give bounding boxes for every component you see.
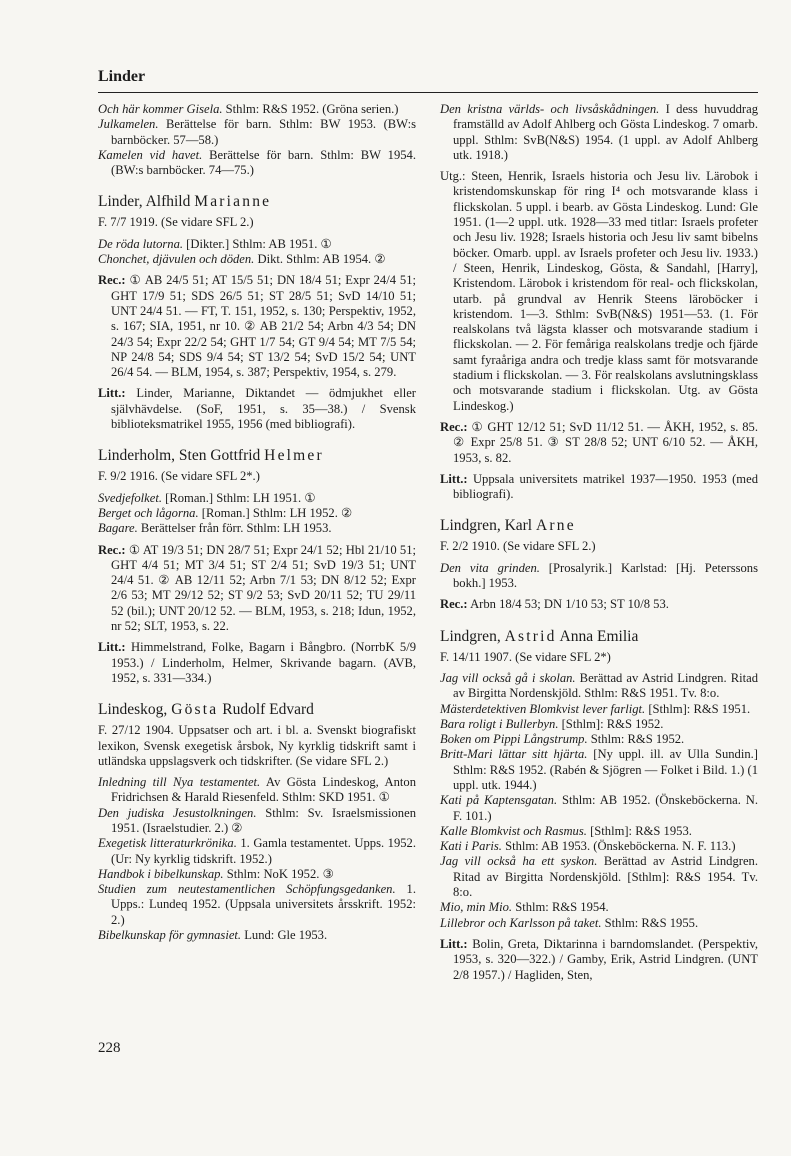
entry-heading — [98, 700, 416, 719]
work-title: De röda lutorna. — [98, 236, 184, 251]
work-title: Bagare. — [98, 521, 138, 536]
work-item — [98, 506, 416, 521]
heading-callname: Astrid — [504, 627, 557, 645]
work-details: Sthlm: Sv. Israelsmissionen 1951. (Israelstudier. 2.) ② — [111, 805, 416, 835]
page-number: 228 — [98, 1040, 121, 1056]
work-title: Mästerdetektiven Blomkvist lever farligt. — [440, 701, 646, 716]
work-item — [440, 732, 758, 747]
work-title: Handbok i bibelkunskap. — [98, 866, 224, 881]
right-column — [440, 102, 758, 983]
born-line: F. 7/7 1919. (Se vidare SFL 2.) — [98, 215, 254, 230]
work-title: Britt-Mari lättar sitt hjärta. — [440, 747, 588, 762]
work-title: Bara roligt i Bullerbyn. — [440, 716, 559, 731]
litt-label: Litt.: — [440, 471, 468, 486]
work-details: 1. Upps.: Lundeq 1952. (Uppsala universitets årsskrift. 1952: 2.) — [111, 882, 417, 927]
work-details: [Prosalyrik.] Karlstad: [Hj. Peterssons bokh.] 1953. — [453, 560, 758, 591]
continued-works — [440, 102, 758, 163]
work-title: Berget och lågorna. — [98, 505, 199, 520]
born-line: F. 27/12 1904. Uppsatser och art. i bl. a. Svenskt biografiskt lexikon, Svensk exegetisk årsbok, Ny kyrklig tidskrift samt i utländska uppslagsverk och tidskrifter. (Se vidare SFL 2.) — [98, 723, 416, 768]
rec-paragraph — [440, 597, 758, 612]
heading-callname: Helmer — [264, 447, 324, 465]
work-title: Bibelkunskap för gymnasiet. — [98, 928, 242, 943]
work-details: I dess huvuddrag framställd av Adolf Ahlberg och Gösta Lindeskog. 7 omarb. uppl. Sthlm: SvB(N&S) 1954. (1 uppl. av Adolf Ahlberg utk. 1918.) — [453, 102, 758, 162]
work-title: Studien zum neutestamentlichen Schöpfungsgedanken. — [98, 882, 396, 897]
work-details: Berättelse för barn. Sthlm: BW 1953. (BW:s barnböcker. 57—58.) — [111, 117, 416, 147]
work-details: 1. Gamla testamentet. Upps. 1952. (Ur: Ny kyrklig tidskrift. 1952.) — [111, 836, 416, 866]
litt-paragraph — [98, 640, 416, 686]
work-item — [440, 900, 758, 915]
header-rule — [98, 92, 758, 93]
rec-label: Rec.: — [98, 542, 126, 557]
work-item — [98, 117, 416, 148]
litt-paragraph — [440, 937, 758, 983]
work-details: Sthlm: AB 1953. (Önskeböckerna. N. F. 113.) — [501, 839, 736, 854]
work-details: Sthlm: R&S 1952. (Gröna serien.) — [222, 102, 399, 116]
running-head: Linder — [98, 68, 146, 85]
work-item — [98, 237, 416, 252]
works-list — [440, 561, 758, 592]
work-details: Lund: Gle 1953. — [241, 928, 328, 943]
heading-name: Lindeskog, — [98, 701, 172, 719]
work-details: [Dikter.] Sthlm: AB 1951. ① — [183, 236, 332, 251]
work-title: Chonchet, djävulen och döden. — [98, 252, 255, 267]
work-title: Den kristna världs- och livsåskådningen. — [440, 102, 660, 116]
heading-name: Lindgren, — [440, 627, 505, 645]
work-item — [440, 839, 758, 854]
work-title: Kati på Kaptensgatan. — [440, 793, 558, 808]
work-title: Den vita grinden. — [440, 560, 540, 575]
work-details: Sthlm: R&S 1952. — [587, 732, 685, 747]
utg-paragraph: Utg.: Steen, Henrik, Israels historia och Jesu liv. Lärobok i kristendomskunskap för ring I⁴ och motsvarande klass i flickskolan. 5 uppl. i bearb. av Gösta Lindeskog. Lund: Gle 1951. (1—2 uppl. utk. 1928—33 med titlar: Israels profeter och Jesu liv. 1928; Israels historia och Jesu liv samt bibelns böcker. Omarb. uppl. av Israels profeter och Jesu liv. 1933.) / Steen, Henrik, Lindeskog, Gösta, & Sandahl, [Harry], Kristendom. Lärobok i kristendom för real- och flickskolan, utarb. på grundval av Henrik Steens läroböcker i kristendom. 1—3. Sthlm: SvB(N&S) 1951—53. (1. För realskolans två lägsta klasser och motsvarande stadium i flickskolan. — 2. För femåriga realskolans tredje och fjärde samt fyraåriga andra och tredje klass samt för motsvarande stadium i flickskolan. — 3. För realskolans avslutningsklass och motsvarande stadium i flickskolan. Utg. av Gösta Lindeskog.) — [440, 169, 758, 413]
rec-paragraph — [98, 543, 416, 635]
work-details: Berättelse för barn. Sthlm: BW 1954. (BW:s barnböcker. 74—75.) — [111, 147, 416, 178]
work-item — [98, 252, 416, 267]
work-item — [98, 836, 416, 867]
work-title: Och här kommer Gisela. — [98, 102, 223, 116]
rec-paragraph — [98, 273, 416, 380]
heading-callname: Marianne — [194, 193, 272, 211]
litt-label: Litt.: — [98, 640, 126, 655]
work-details: [Roman.] Sthlm: LH 1952. ② — [198, 505, 353, 520]
heading-name-rest: Anna Emilia — [556, 627, 639, 645]
work-details: Sthlm: NoK 1952. ③ — [223, 866, 334, 881]
work-details: Berättelser från förr. Sthlm: LH 1953. — [137, 521, 332, 536]
entry-lindgren-astrid — [440, 627, 758, 983]
work-title: Boken om Pippi Långstrump. — [440, 732, 588, 747]
work-details: Sthlm: R&S 1955. — [601, 915, 699, 930]
born-line: F. 14/11 1907. (Se vidare SFL 2*) — [440, 649, 611, 664]
work-details: Sthlm: AB 1952. (Önskeböckerna. N. F. 101.) — [453, 793, 759, 823]
work-details: [Sthlm]: R&S 1953. — [586, 823, 692, 838]
work-item — [98, 491, 416, 506]
work-item — [98, 882, 416, 928]
work-item — [440, 561, 758, 592]
work-item — [440, 747, 758, 793]
work-details: [Sthlm]: R&S 1951. — [645, 701, 751, 716]
entry-heading — [98, 446, 416, 465]
born-line: F. 2/2 1910. (Se vidare SFL 2.) — [440, 539, 596, 554]
rec-text: Arbn 18/4 53; DN 1/10 53; ST 10/8 53. — [467, 597, 669, 612]
work-item — [98, 102, 416, 117]
heading-name: Lindgren, Karl — [440, 517, 536, 535]
work-title: Den judiska Jesustolkningen. — [98, 805, 257, 820]
work-details: [Roman.] Sthlm: LH 1951. ① — [161, 490, 316, 505]
work-title: Exegetisk litteraturkrönika. — [98, 836, 237, 851]
work-title: Kamelen vid havet. — [98, 147, 203, 162]
work-title: Kalle Blomkvist och Rasmus. — [440, 823, 587, 838]
litt-paragraph — [440, 472, 758, 503]
work-title: Jag vill också gå i skolan. — [440, 670, 576, 685]
work-item — [98, 928, 416, 943]
litt-text: Linder, Marianne, Diktandet — ödmjukhet eller självhävdelse. (SoF, 1951, s. 35—38.) / Svensk biblioteksmatrikel 1955, 1956 (med bibliografi). — [111, 386, 416, 432]
entry-lindeskog-gosta — [98, 700, 416, 943]
born-line: F. 9/2 1916. (Se vidare SFL 2*.) — [98, 469, 260, 484]
entry-heading — [440, 627, 758, 646]
rec-text: ① GHT 12/12 51; SvD 11/12 51. — ÅKH, 1952, s. 85. ② Expr 25/8 51. ③ ST 28/8 52; UNT 6/10 52. — ÅKH, 1953, s. 82. — [453, 419, 758, 465]
work-item — [440, 793, 758, 824]
work-title: Inledning till Nya testamentet. — [98, 775, 261, 790]
work-details: Berättad av Astrid Lindgren. Ritad av Birgitta Nordenskjöld. [Sthlm]: R&S 1954. Tv. 8:o. — [453, 854, 759, 900]
work-item — [440, 102, 758, 163]
work-title: Mio, min Mio. — [440, 900, 513, 915]
work-item — [440, 916, 758, 931]
work-item — [98, 867, 416, 882]
intro-works — [98, 102, 416, 178]
entry-linder-marianne — [98, 192, 416, 432]
work-item — [440, 717, 758, 732]
work-item — [440, 824, 758, 839]
entry-lindgren-arne — [440, 516, 758, 612]
work-item — [98, 148, 416, 179]
heading-name: Linderholm, Sten Gottfrid — [98, 447, 265, 465]
work-item — [440, 702, 758, 717]
rec-text: ① AT 19/3 51; DN 28/7 51; Expr 24/1 52; Hbl 21/10 51; GHT 4/4 51; MT 3/4 51; ST 2/4 51; SvD 19/3 51; UNT 24/4 51. ② AB 12/11 52; Arbn 7/1 53; DN 8/12 52; Expr 2/6 53; MT 29/12 52; ST 9/2 53; SvD 20/11 52; TU 29/11 52 (bil.); UNT 20/12 52. — BLM, 1953, s. 218; Idun, 1952, nr 52; SLT, 1953, s. 22. — [111, 542, 416, 634]
rec-label: Rec.: — [440, 419, 468, 434]
litt-paragraph — [98, 386, 416, 432]
work-item — [440, 671, 758, 702]
work-title: Svedjefolket. — [98, 490, 162, 505]
work-title: Julkamelen. — [98, 117, 159, 132]
work-title: Lillebror och Karlsson på taket. — [440, 915, 602, 930]
works-list — [440, 671, 758, 931]
heading-callname: Gösta — [171, 701, 219, 719]
rec-paragraph — [440, 420, 758, 466]
entry-heading — [98, 192, 416, 211]
litt-label: Litt.: — [440, 936, 468, 951]
heading-callname: Arne — [535, 517, 576, 535]
litt-text: Uppsala universitets matrikel 1937—1950. 1953 (med bibliografi). — [453, 471, 758, 502]
litt-label: Litt.: — [98, 386, 126, 401]
work-title: Jag vill också ha ett syskon. — [440, 854, 598, 869]
work-details: Av Gösta Lindeskog, Anton Fridrichsen & Harald Riesenfeld. Sthlm: SKD 1951. ① — [111, 775, 417, 805]
works-list — [98, 491, 416, 537]
heading-name: Linder, Alfhild — [98, 193, 195, 211]
rec-label: Rec.: — [98, 273, 126, 288]
rec-label: Rec.: — [440, 597, 468, 612]
work-item — [98, 521, 416, 536]
rec-text: ① AB 24/5 51; AT 15/5 51; DN 18/4 51; Expr 24/4 51; GHT 17/9 51; SDS 26/5 51; ST 28/5 51; SvD 14/10 51; UNT 24/4 51. — FT, T. 151, 1952, s. 130; Perspektiv, 1952, s. 167; SIA, 1951, nr 10. ② AB 21/2 54; Arbn 4/3 54; DN 24/3 54; Expr 22/2 54; GHT 1/7 54; GT 9/4 54; MT 7/5 54; NP 24/8 54; SDS 9/4 54; ST 13/2 54; SvD 15/2 54; UNT 26/4 54. — BLM, 1954, s. 387; Perspektiv, 1954, s. 279. — [111, 273, 416, 380]
work-item — [440, 854, 758, 900]
heading-name-rest: Rudolf Edvard — [218, 701, 314, 719]
work-details: Sthlm: R&S 1954. — [512, 900, 609, 915]
left-column — [98, 102, 416, 943]
work-details: Dikt. Sthlm: AB 1954. ② — [254, 252, 386, 267]
work-details: [Ny uppl. ill. av Ulla Sundin.] Sthlm: R&S 1952. (Rabén & Sjögren — Folket i Bild. 1.) (1 uppl. utk. 1944.) — [453, 747, 758, 792]
entry-heading — [440, 516, 758, 535]
works-list — [98, 237, 416, 268]
entry-linderholm-helmer — [98, 446, 416, 686]
litt-text: Himmelstrand, Folke, Bagarn i Bångbro. (NorrbK 5/9 1953.) / Linderholm, Helmer, Skrivande bagarn. (AVB, 1952, s. 331—334.) — [111, 640, 416, 685]
work-details: [Sthlm]: R&S 1952. — [558, 716, 664, 731]
work-item — [98, 806, 416, 837]
work-details: Berättad av Astrid Lindgren. Ritad av Birgitta Nordenskjöld. Sthlm: R&S 1951. Tv. 8:o. — [453, 670, 759, 701]
work-title: Kati i Paris. — [440, 839, 502, 854]
works-list — [98, 775, 416, 943]
litt-text: Bolin, Greta, Diktarinna i barndomslandet. (Perspektiv, 1953, s. 320—322.) / Gamby, Erik, Astrid Lindgren. (UNT 2/8 1957.) / Hagliden, Sten, — [453, 936, 758, 982]
work-item — [98, 775, 416, 806]
